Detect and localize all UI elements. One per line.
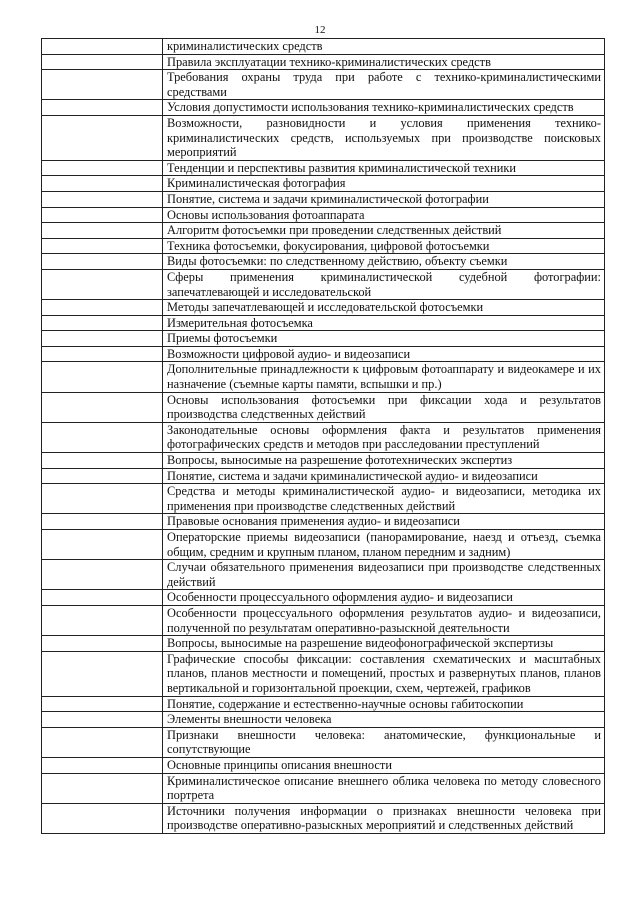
table-row bbox=[42, 590, 605, 606]
empty-cell bbox=[42, 636, 163, 652]
empty-cell bbox=[42, 651, 163, 696]
table-row bbox=[42, 238, 605, 254]
table-row bbox=[42, 100, 605, 116]
topic-cell: Криминалистическое описание внешнего облика человека по методу словесного портрета bbox=[163, 773, 605, 803]
table-row bbox=[42, 453, 605, 469]
topic-cell: Возможности цифровой аудио- и видеозаписи bbox=[163, 346, 605, 362]
empty-cell bbox=[42, 207, 163, 223]
table-row bbox=[42, 223, 605, 239]
table-row bbox=[42, 773, 605, 803]
table-row bbox=[42, 757, 605, 773]
table-row bbox=[42, 254, 605, 270]
table-row bbox=[42, 207, 605, 223]
table-row bbox=[42, 803, 605, 833]
empty-cell bbox=[42, 238, 163, 254]
topic-cell: Операторские приемы видеозаписи (панорамирование, наезд и отъезд, съемка общим, средним и крупным планом, планом передним и задним) bbox=[163, 530, 605, 560]
topic-cell: Техника фотосъемки, фокусирования, цифровой фотосъемки bbox=[163, 238, 605, 254]
table-row bbox=[42, 392, 605, 422]
table-row bbox=[42, 514, 605, 530]
topic-cell: Особенности процессуального оформления результатов аудио- и видеозаписи, полученной по результатам оперативно-разыскной деятельности bbox=[163, 605, 605, 635]
empty-cell bbox=[42, 223, 163, 239]
empty-cell bbox=[42, 712, 163, 728]
table-row bbox=[42, 530, 605, 560]
table-row bbox=[42, 54, 605, 70]
empty-cell bbox=[42, 300, 163, 316]
table-row bbox=[42, 70, 605, 100]
empty-cell bbox=[42, 468, 163, 484]
table-row bbox=[42, 636, 605, 652]
topic-cell: Условия допустимости использования технико-криминалистических средств bbox=[163, 100, 605, 116]
empty-cell bbox=[42, 773, 163, 803]
topic-cell: Случаи обязательного применения видеозаписи при производстве следственных действий bbox=[163, 560, 605, 590]
table-row bbox=[42, 422, 605, 452]
topic-cell: Методы запечатлевающей и исследовательской фотосъемки bbox=[163, 300, 605, 316]
topic-cell: Признаки внешности человека: анатомические, функциональные и сопутствующие bbox=[163, 727, 605, 757]
empty-cell bbox=[42, 392, 163, 422]
empty-cell bbox=[42, 160, 163, 176]
topic-cell: Вопросы, выносимые на разрешение фототехнических экспертиз bbox=[163, 453, 605, 469]
empty-cell bbox=[42, 696, 163, 712]
empty-cell bbox=[42, 560, 163, 590]
table-row bbox=[42, 696, 605, 712]
table-row bbox=[42, 605, 605, 635]
table-row bbox=[42, 651, 605, 696]
topic-cell: Понятие, система и задачи криминалистической аудио- и видеозаписи bbox=[163, 468, 605, 484]
topic-cell: Основные принципы описания внешности bbox=[163, 757, 605, 773]
empty-cell bbox=[42, 514, 163, 530]
topic-cell: Основы использования фотоаппарата bbox=[163, 207, 605, 223]
topic-cell: Основы использования фотосъемки при фиксации хода и результатов производства следственных действий bbox=[163, 392, 605, 422]
topic-cell: Тенденции и перспективы развития криминалистической техники bbox=[163, 160, 605, 176]
empty-cell bbox=[42, 100, 163, 116]
page-number: 12 bbox=[314, 24, 326, 36]
topic-cell: Особенности процессуального оформления аудио- и видеозаписи bbox=[163, 590, 605, 606]
table-row bbox=[42, 315, 605, 331]
topic-cell: Криминалистическая фотография bbox=[163, 176, 605, 192]
empty-cell bbox=[42, 315, 163, 331]
empty-cell bbox=[42, 70, 163, 100]
topic-cell: Элементы внешности человека bbox=[163, 712, 605, 728]
topics-table-body bbox=[42, 39, 605, 834]
table-row bbox=[42, 484, 605, 514]
table-row bbox=[42, 362, 605, 392]
topic-cell: криминалистических средств bbox=[163, 39, 605, 55]
empty-cell bbox=[42, 331, 163, 347]
empty-cell bbox=[42, 54, 163, 70]
topic-cell: Законодательные основы оформления факта и результатов применения фотографических средств и методов при расследовании преступлений bbox=[163, 422, 605, 452]
empty-cell bbox=[42, 115, 163, 160]
empty-cell bbox=[42, 422, 163, 452]
topic-cell: Возможности, разновидности и условия применения технико-криминалистических средств, используемых при производстве поисковых мероприятий bbox=[163, 115, 605, 160]
topic-cell: Сферы применения криминалистической судебной фотографии: запечатлевающей и исследовательской bbox=[163, 269, 605, 299]
table-row bbox=[42, 331, 605, 347]
topics-table bbox=[41, 38, 605, 834]
table-row bbox=[42, 191, 605, 207]
empty-cell bbox=[42, 176, 163, 192]
empty-cell bbox=[42, 39, 163, 55]
topic-cell: Измерительная фотосъемка bbox=[163, 315, 605, 331]
topic-cell: Средства и методы криминалистической аудио- и видеозаписи, методика их применения при производстве следственных действий bbox=[163, 484, 605, 514]
empty-cell bbox=[42, 727, 163, 757]
empty-cell bbox=[42, 605, 163, 635]
table-row bbox=[42, 160, 605, 176]
empty-cell bbox=[42, 191, 163, 207]
table-row bbox=[42, 560, 605, 590]
empty-cell bbox=[42, 590, 163, 606]
topic-cell: Понятие, содержание и естественно-научные основы габитоскопии bbox=[163, 696, 605, 712]
table-row bbox=[42, 176, 605, 192]
table-row bbox=[42, 300, 605, 316]
table-row bbox=[42, 468, 605, 484]
empty-cell bbox=[42, 269, 163, 299]
empty-cell bbox=[42, 453, 163, 469]
empty-cell bbox=[42, 803, 163, 833]
topic-cell: Алгоритм фотосъемки при проведении следственных действий bbox=[163, 223, 605, 239]
table-row bbox=[42, 727, 605, 757]
empty-cell bbox=[42, 484, 163, 514]
empty-cell bbox=[42, 346, 163, 362]
topic-cell: Понятие, система и задачи криминалистической фотографии bbox=[163, 191, 605, 207]
empty-cell bbox=[42, 530, 163, 560]
topic-cell: Дополнительные принадлежности к цифровым фотоаппарату и видеокамере и их назначение (съемные карты памяти, вспышки и пр.) bbox=[163, 362, 605, 392]
topic-cell: Приемы фотосъемки bbox=[163, 331, 605, 347]
table-row bbox=[42, 712, 605, 728]
topic-cell: Вопросы, выносимые на разрешение видеофонографической экспертизы bbox=[163, 636, 605, 652]
topic-cell: Источники получения информации о признаках внешности человека при производстве оперативно-разыскных мероприятий и следственных действий bbox=[163, 803, 605, 833]
topic-cell: Виды фотосъемки: по следственному действию, объекту съемки bbox=[163, 254, 605, 270]
table-row bbox=[42, 39, 605, 55]
empty-cell bbox=[42, 757, 163, 773]
empty-cell bbox=[42, 362, 163, 392]
topic-cell: Графические способы фиксации: составления схематических и масштабных планов, планов местности и помещений, простых и развернутых планов, планов вертикальной и горизонтальной проекции, схем, чертежей, графиков bbox=[163, 651, 605, 696]
topic-cell: Правовые основания применения аудио- и видеозаписи bbox=[163, 514, 605, 530]
table-row bbox=[42, 115, 605, 160]
topic-cell: Требования охраны труда при работе с технико-криминалистическими средствами bbox=[163, 70, 605, 100]
topic-cell: Правила эксплуатации технико-криминалистических средств bbox=[163, 54, 605, 70]
empty-cell bbox=[42, 254, 163, 270]
table-row bbox=[42, 269, 605, 299]
table-row bbox=[42, 346, 605, 362]
